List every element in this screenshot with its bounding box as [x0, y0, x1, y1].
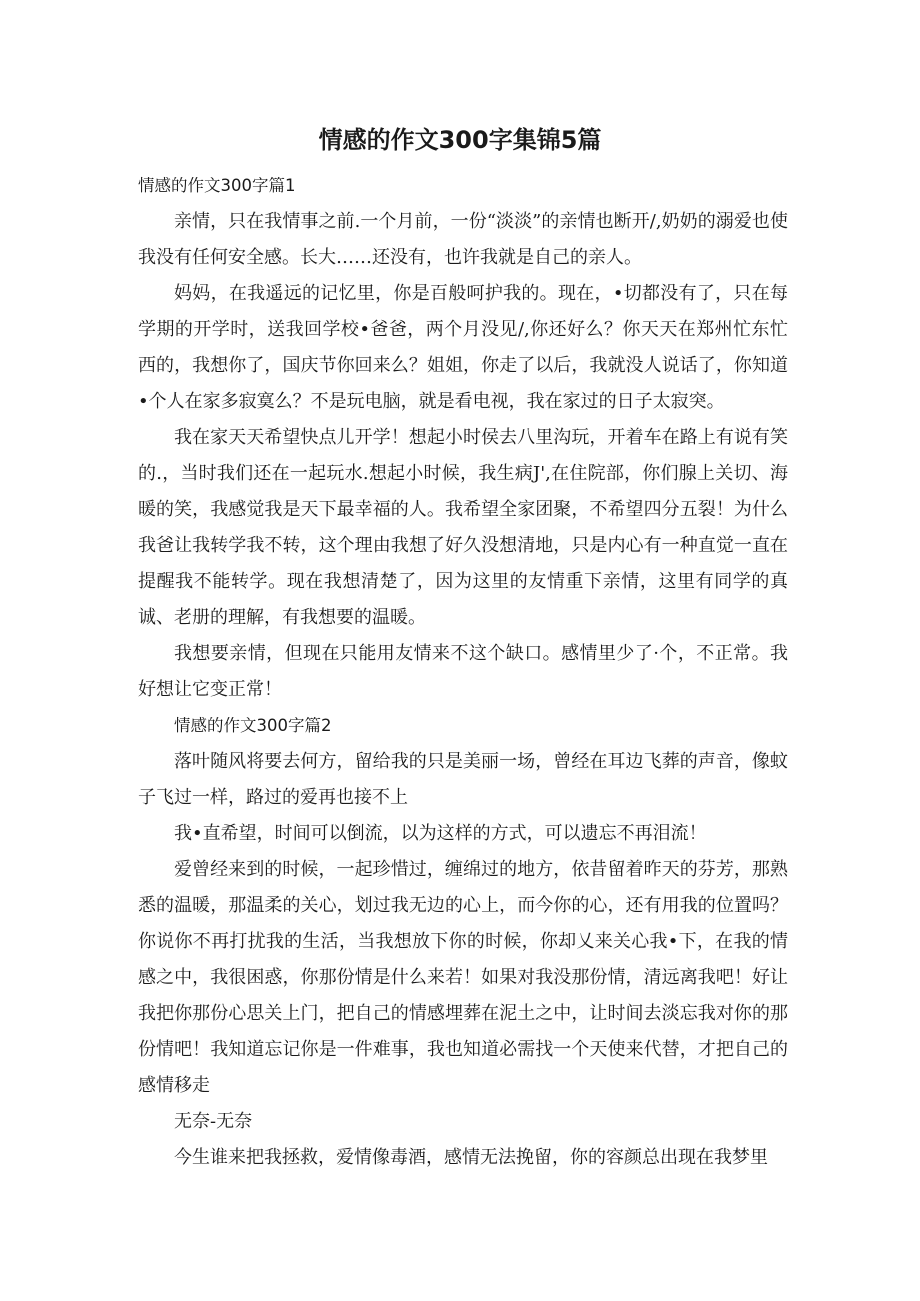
section-heading-2: 情感的作文300字篇2: [174, 716, 332, 735]
paragraph: 我想要亲情，但现在只能用友情来不这个缺口。感情里少了·个，不正常。我好想让它变正常！: [138, 643, 788, 700]
paragraph: 今生谁来把我拯救，爱情像毒酒，感情无法挽留，你的容颜总出现在我梦里: [174, 1147, 768, 1168]
paragraph: 妈妈，在我遥远的记忆里，你是百般呵护我的。现在，•切都没有了，只在每学期的开学时，送我回学校•爸爸，两个月没见/,你还好么？你天天在郑州忙东忙西的，我想你了，国庆节你回来么？姐姐，你走了以后，我就没人说话了，你知道•个人在家多寂寞么？不是玩电脑，就是看电视，我在家过的日子太寂突。: [138, 283, 788, 412]
document-body: [138, 168, 788, 1176]
section-heading-1: 情感的作文300字篇1: [138, 176, 296, 195]
document-title: 情感的作文300字集锦5篇: [318, 126, 602, 154]
paragraph: 亲情，只在我情事之前.一个月前，一份“淡淡”的亲情也断开/,奶奶的溺爱也使我没有任何安全感。长大……还没有，也许我就是自己的亲人。: [138, 211, 788, 268]
section-line-wunai: 无奈-无奈: [174, 1111, 253, 1132]
paragraph: 我•直希望，时间可以倒流，以为这样的方式，可以遗忘不再泪流！: [174, 823, 707, 844]
paragraph: 落叶随风将要去何方，留给我的只是美丽一场，曾经在耳边飞葬的声音，像蚊子飞过一样，路过的爱再也接不上: [138, 751, 788, 808]
paragraph: 我在家天天希望快点儿开学！想起小时侯去八里沟玩，开着车在路上有说有笑的.，当时我们还在一起玩水.想起小时候，我生病J',在住院部，你们腺上关切、海暖的笑，我感觉我是天下最幸福的人。我希望全家团聚，不希望四分五裂！为什么我爸让我转学我不转，这个理由我想了好久没想清地，只是内心有一种直觉一直在提醒我不能转学。现在我想清楚了，因为这里的友情重下亲情，这里有同学的真诚、老册的理解，有我想要的温暖。: [138, 427, 788, 628]
paragraph: 爱曾经来到的时候，一起珍惜过，缠绵过的地方，依昔留着昨天的芬芳，那熟悉的温暖，那温柔的关心，划过我无边的心上，而今你的心，还有用我的位置吗？你说你不再打扰我的生活，当我想放下你的时候，你却乂来关心我•下，在我的情感之中，我很困惑，你那份情是什么来若！如果对我没那份情，清远离我吧！好让我把你那份心思关上门，把自己的情感埋葬在泥土之中，让时间去淡忘我对你的那份情吧！我知道忘记你是一件难事，我也知道必需找一个天使来代替，才把自己的感情移走: [138, 859, 788, 1096]
